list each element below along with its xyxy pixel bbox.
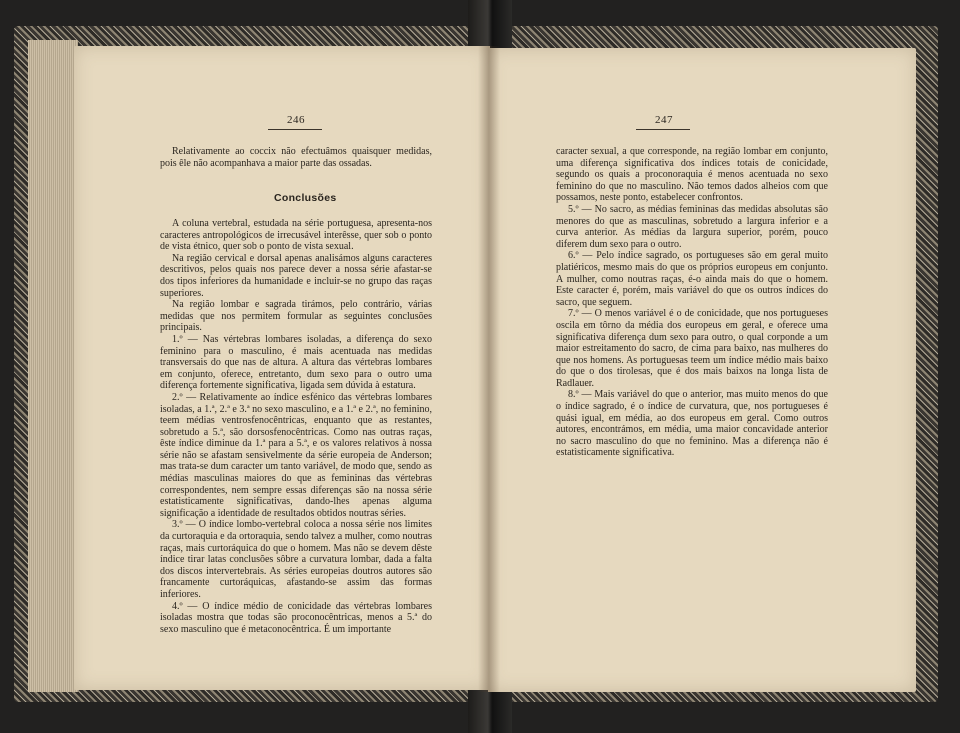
paragraph: Na região lombar e sagrada tirámos, pelo contrário, várias medidas que nos permitem formular as seguintes conclusões principais. [160, 299, 432, 334]
right-page-number-rule [636, 129, 690, 130]
paragraph: 4.º — O índice médio de conicidade das vértebras lombares isoladas mostra que todas são proconocêntricas, menos a 5.ª do sexo masculino que é metaconocêntrica. É um importante [160, 600, 432, 635]
paragraph: Relativamente ao coccix não efectuâmos quaisquer medidas, pois êle não acompanhava a maior parte das ossadas. [160, 146, 432, 169]
page-gutter [478, 46, 500, 692]
paragraph: caracter sexual, a que corresponde, na região lombar em conjunto, uma diferença significativa dos índices totais de conicidade, segundo os quais a proconoraquia é menos acentuada no sexo feminino do que no masculino. Não temos dados alheios com que possamos, neste ponto, estabelecer confrontos. [556, 146, 828, 204]
paragraph: 5.º — No sacro, as médias femininas das medidas absolutas são menores do que as masculinas, sobretudo a largura inferior e a curva anterior. As médias da largura superior, porém, pouco diferem dum sexo para o outro. [556, 203, 828, 250]
paragraph: 1.º — Nas vértebras lombares isoladas, a diferença do sexo feminino para o masculino, é mais acentuada nas medidas transversais do que nas de altura. A altura das vértebras lombares em conjunto, oferece, entretanto, dum sexo para o outro uma diferença fortemente significativa, ligada sem dúvida à estatura. [160, 333, 432, 392]
right-body-text [556, 146, 828, 459]
paragraph: 6.º — Pelo índice sagrado, os portugueses são em geral muito platiéricos, mesmo mais do que os próprios europeus em conjunto. A mulher, como noutras raças, é-o ainda mais do que o homem. Este caracter é, porém, mais variável do que os outros índices do sacro, que seguem. [556, 250, 828, 308]
paragraph: Na região cervical e dorsal apenas analisámos alguns caracteres descritivos, pelos quais nos parece dever a nossa série afastar-se dos tipos inferiores da humanidade e incluir-se no grupo das raças superiores. [160, 252, 432, 299]
paragraph: 2.º — Relativamente ao índice esfénico das vértebras lombares isoladas, a 1.ª, 2.ª e 3.ª no sexo masculino, e a 1.ª e 2.ª, no feminino, teem médias ventrosfenocêntricas, enquanto que as restantes, sobretudo a 5.ª, são dorsosfenocêntricas. Como nas outras raças, êste índice diminue da 1.ª para a 5.ª, e os valores relativos à nossa série não se afastam sensìvelmente da série europeia de Anderson; mas trata-se dum caracter um tanto variável, de modo que, sendo as médias masculinas maiores do que as femininas das vértebras correspondentes, nem sempre essas diferenças são na nossa série estatisticamente significativas, dando-lhes apenas alguma significação a identidade de resultados obtidos noutras séries. [160, 391, 432, 519]
paragraph: A coluna vertebral, estudada na série portuguesa, apresenta-nos caracteres antropológicos de irrecusável interêsse, quer sob o ponto de vista étnico, quer sob o ponto de vista sexual. [160, 218, 432, 253]
left-page-number: 246 [287, 114, 305, 126]
paragraph: 7.º — O menos variável é o de conicidade, que nos portugueses oscila em tôrno da média dos europeus em geral, e oferece uma significativa diferença dum sexo para outro, o qual corponde a um maior estreitamento do sacro, de cima para baixo, nas mulheres do que nos homens. As portuguesas teem um índice médio mais baixo do que o dos tirolesas, que é dos mais baixos na longa lista de Radlauer. [556, 308, 828, 389]
paragraph: 8.º — Mais variável do que o anterior, mas muito menos do que o índice sagrado, é o índice de curvatura, que, nos portugueses é quási igual, em média, ao dos europeus em geral. Como outros autores, encontrámos, em média, uma maior concavidade anterior no sacro masculino do que no feminino. Mas a diferença não é estatìsticamente significativa. [556, 389, 828, 459]
paragraph: 3.º — O índice lombo-vertebral coloca a nossa série nos limites da curtoraquia e da ortoraquia, sendo talvez a mulher, como noutras raças, mais curtoráquica do que o homem. Mas não se devem dêste índice tirar latas conclusões sôbre a curvatura lombar, dada a falta dos discos intervertebrais. As séries europeias doutros autores são francamente curtoráquicas, afastando-se assim das formas inferiores. [160, 519, 432, 600]
right-page-number: 247 [655, 114, 673, 126]
left-page-number-rule [268, 129, 322, 130]
left-intro-text [160, 146, 432, 169]
section-heading: Conclusões [274, 192, 337, 204]
page-edges [28, 40, 78, 692]
left-body-text [160, 218, 432, 635]
